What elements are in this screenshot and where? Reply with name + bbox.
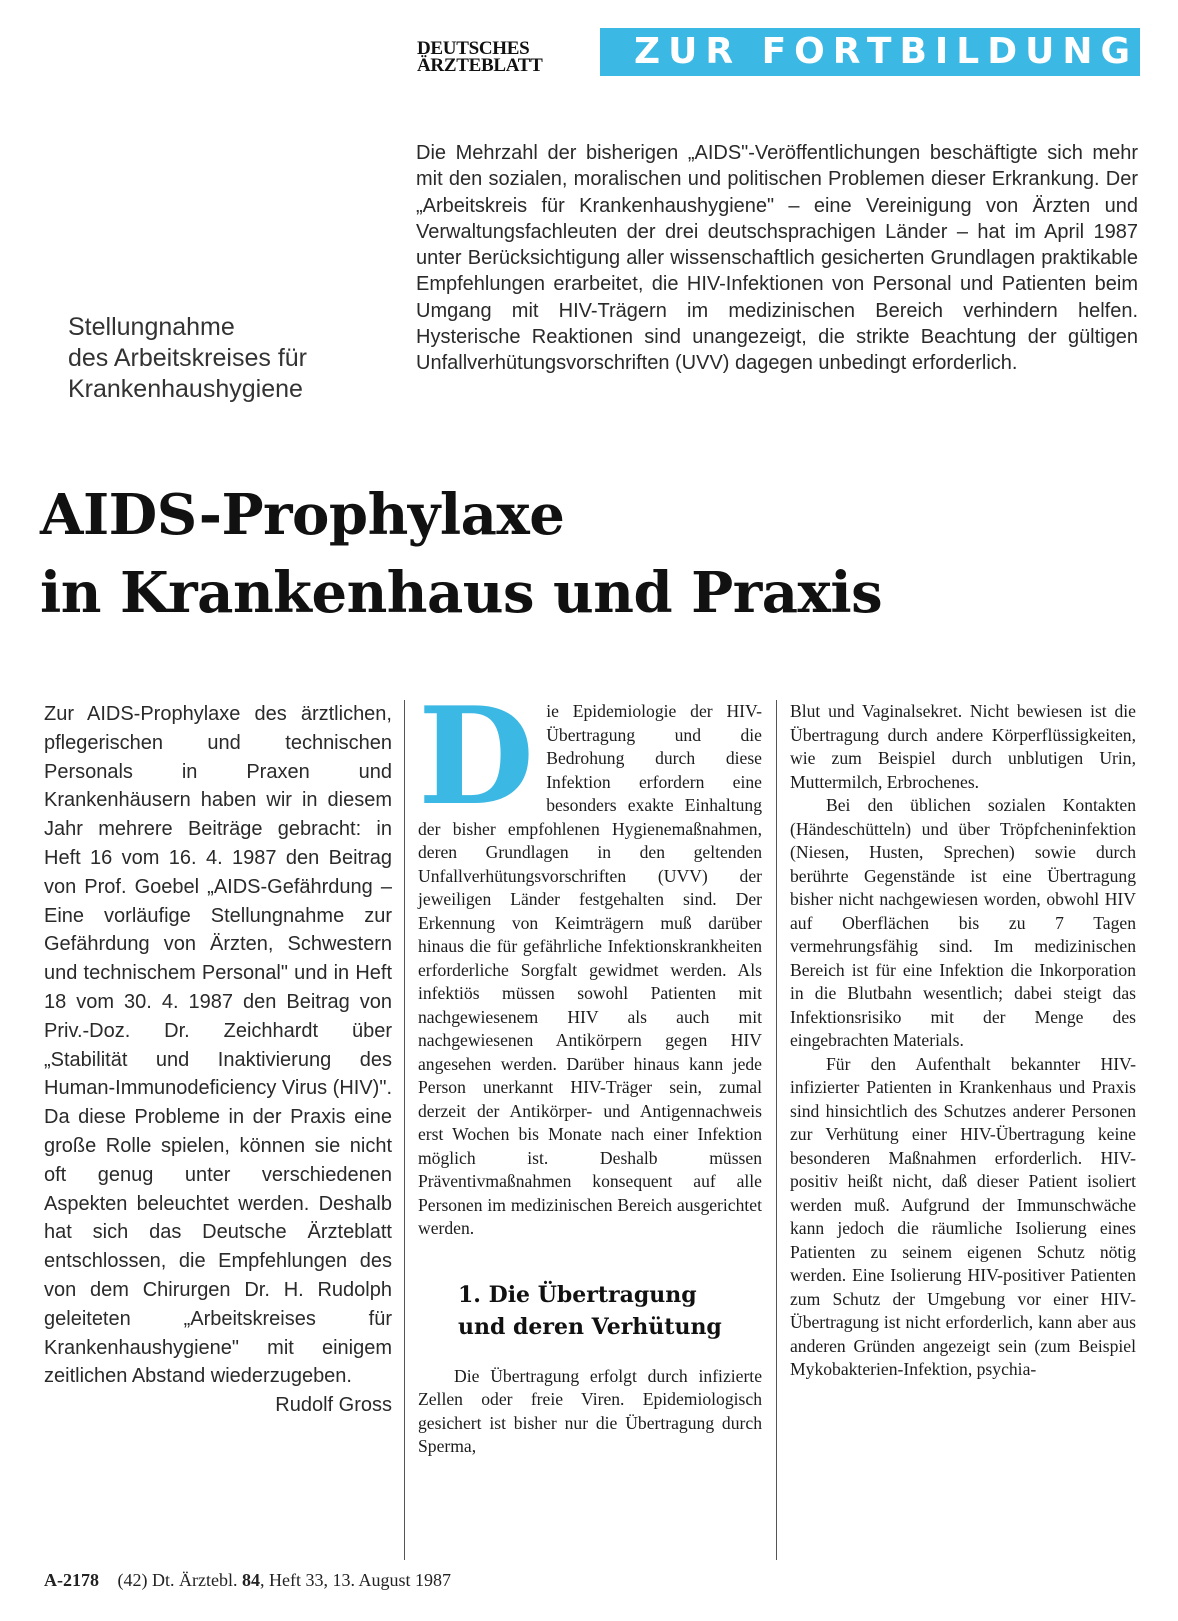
- drop-cap: D: [418, 677, 535, 835]
- article-column-1: [418, 677, 762, 1459]
- article-paragraph-1: [418, 677, 762, 1241]
- article-paragraph-2: Die Übertragung erfolgt durch infizierte Zellen oder freie Viren. Epidemiologisch gesichert ist bisher nur die Übertragung durch Sperma,: [418, 1365, 762, 1456]
- page-number: A-2178: [44, 1570, 99, 1590]
- article-paragraph-5: Für den Aufenthalt bekannter HIV-infizierter Patienten in Krankenhaus und Praxis sind hinsichtlich des Schutzes anderer Personen zur Verhütung einer HIV-Übertragung keine besonderen Maßnahmen erforderlich. HIV-positiv heißt nicht, daß dieser Patient isoliert werden muß. Aufgrund der Immunschwäche kann jedoch die räumliche Isolierung eines Patienten zu seinem eigenen Schutz nötig werden. Eine Isolierung HIV-positiver Patienten zum Schutz der Umgebung vor einer HIV-Übertragung ist nicht erforderlich, kann aber aus anderen Gründen angezeigt sein (zum Beispiel Mykobakterien-Infektion, psychia-: [790, 1053, 1136, 1379]
- masthead-line-2: ÄRZTEBLATT: [417, 55, 543, 76]
- editor-note-signature: Rudolf Gross: [275, 1394, 392, 1417]
- section-heading-line-1: 1. Die Übertragung: [458, 1281, 697, 1308]
- kicker-line-3: Krankenhaushygiene: [68, 375, 303, 403]
- citation-prefix: (42) Dt. Ärztebl.: [117, 1570, 238, 1590]
- article-column-2: [790, 700, 1136, 1382]
- kicker-line-1: Stellungnahme: [68, 313, 235, 341]
- kicker: [68, 312, 388, 405]
- article-paragraph-1-text: ie Epidemiologie der HIV-Übertragung und die Bedrohung durch diese Infektion erfordern eine besonders exakte Einhaltung der bisher empfohlenen Hygienemaßnahmen, deren Grundlagen in den geltenden Unfallverhütungsvorschriften (UVV) der jeweiligen Länder festgehalten sind. Der Erkennung von Keimträgern muß darüber hinaus die für gefährliche Infektionskrankheiten erforderliche Sorgfalt gewidmet werden. Als infektiös müssen sowohl Patienten mit nachgewiesenem HIV als auch mit nachgewiesenen Antikörpern gegen HIV angesehen werden. Darüber hinaus kann jede Person unerkannt HIV-Träger sein, zumal derzeit der Antikörper- und Antigennachweis erst Wochen bis Monate nach einer Infektion möglich ist. Deshalb müssen Präventivmaßnahmen konsequent auf alle Personen im medizinischen Bereich ausgerichtet werden.: [418, 701, 762, 1238]
- editor-note-column: [44, 700, 392, 1420]
- editor-note-signature-row: [44, 1391, 392, 1420]
- article-paragraph-4: Bei den üblichen sozialen Kontakten (Händeschütteln) und über Tröpfcheninfektion (Niesen, Husten, Sprechen) sowie durch berührte Gegenstände ist eine Übertragung bisher nicht nachgewiesen worden, obwohl HIV auf Oberflächen bis zu 7 Tagen vermehrungsfähig sind. Im medizinischen Bereich ist für eine Infektion die Inkorporation in die Blutbahn wesentlich; dabei steigt das Infektionsrisiko mit der Menge des eingebrachten Materials.: [790, 795, 1136, 1050]
- column-divider-2: [776, 700, 777, 1560]
- page-footer: [44, 1568, 1144, 1592]
- headline-line-1: AIDS-Prophylaxe: [40, 482, 565, 548]
- section-heading-line-2: und deren Verhütung: [458, 1313, 722, 1340]
- citation-volume: 84: [241, 1570, 260, 1590]
- kicker-line-2: des Arbeitskreises für: [68, 344, 307, 372]
- headline: [40, 476, 1150, 632]
- section-heading: [458, 1279, 762, 1343]
- masthead-line-1: DEUTSCHES: [417, 38, 530, 59]
- masthead-logo: [417, 40, 587, 74]
- editor-note-text: Zur AIDS-Prophylaxe des ärztlichen, pflegerischen und technischen Personals in Praxen und Krankenhäusern haben wir in diesem Jahr mehrere Beiträge gebracht: in Heft 16 vom 16. 4. 1987 den Beitrag von Prof. Goebel „AIDS-Gefährdung – Eine vorläufige Stellungnahme zur Gefährdung von Ärzten, Schwestern und technischem Personal" und in Heft 18 vom 30. 4. 1987 den Beitrag von Priv.-Doz. Dr. Zeichhardt über „Stabilität und Inaktivierung des Human-Immunodeficiency Virus (HIV)". Da diese Probleme in der Praxis eine große Rolle spielen, können sie nicht oft genug unter verschiedenen Aspekten beleuchtet werden. Deshalb hat sich das Deutsche Ärzteblatt entschlossen, die Empfehlungen des von dem Chirurgen Dr. H. Rudolph geleiteten „Arbeitskreises für Krankenhaushygiene" mit einigem zeitlichen Abstand wiederzugeben.: [44, 703, 392, 1388]
- intro-paragraph: Die Mehrzahl der bisherigen „AIDS"-Veröffentlichungen beschäftigte sich mehr mit den sozialen, moralischen und politischen Problemen dieser Erkrankung. Der „Arbeitskreis für Krankenhaushygiene" – eine Vereinigung von Ärzten und Verwaltungsfachleuten der drei deutschsprachigen Länder – hat im April 1987 unter Berücksichtigung aller wissenschaftlich gesicherten Grundlagen praktikable Empfehlungen erarbeitet, die HIV-Infektionen von Personal und Patienten beim Umgang mit HIV-Trägern im medizinischen Bereich verhindern helfen. Hysterische Reaktionen sind unangezeigt, die strikte Beachtung der gültigen Unfallverhütungsvorschriften (UVV) dagegen unbedingt erforderlich.: [416, 142, 1138, 375]
- column-divider-1: [404, 700, 405, 1560]
- article-paragraph-3: Blut und Vaginalsekret. Nicht bewiesen ist die Übertragung durch andere Körperflüssigkeiten, wie zum Beispiel durch unblutigen Urin, Muttermilch, Erbrochenes.: [790, 701, 1136, 792]
- headline-line-2: in Krankenhaus und Praxis: [40, 560, 883, 626]
- citation-suffix: , Heft 33, 13. August 1987: [259, 1570, 451, 1590]
- section-banner: ZUR FORTBILDUNG: [600, 28, 1140, 76]
